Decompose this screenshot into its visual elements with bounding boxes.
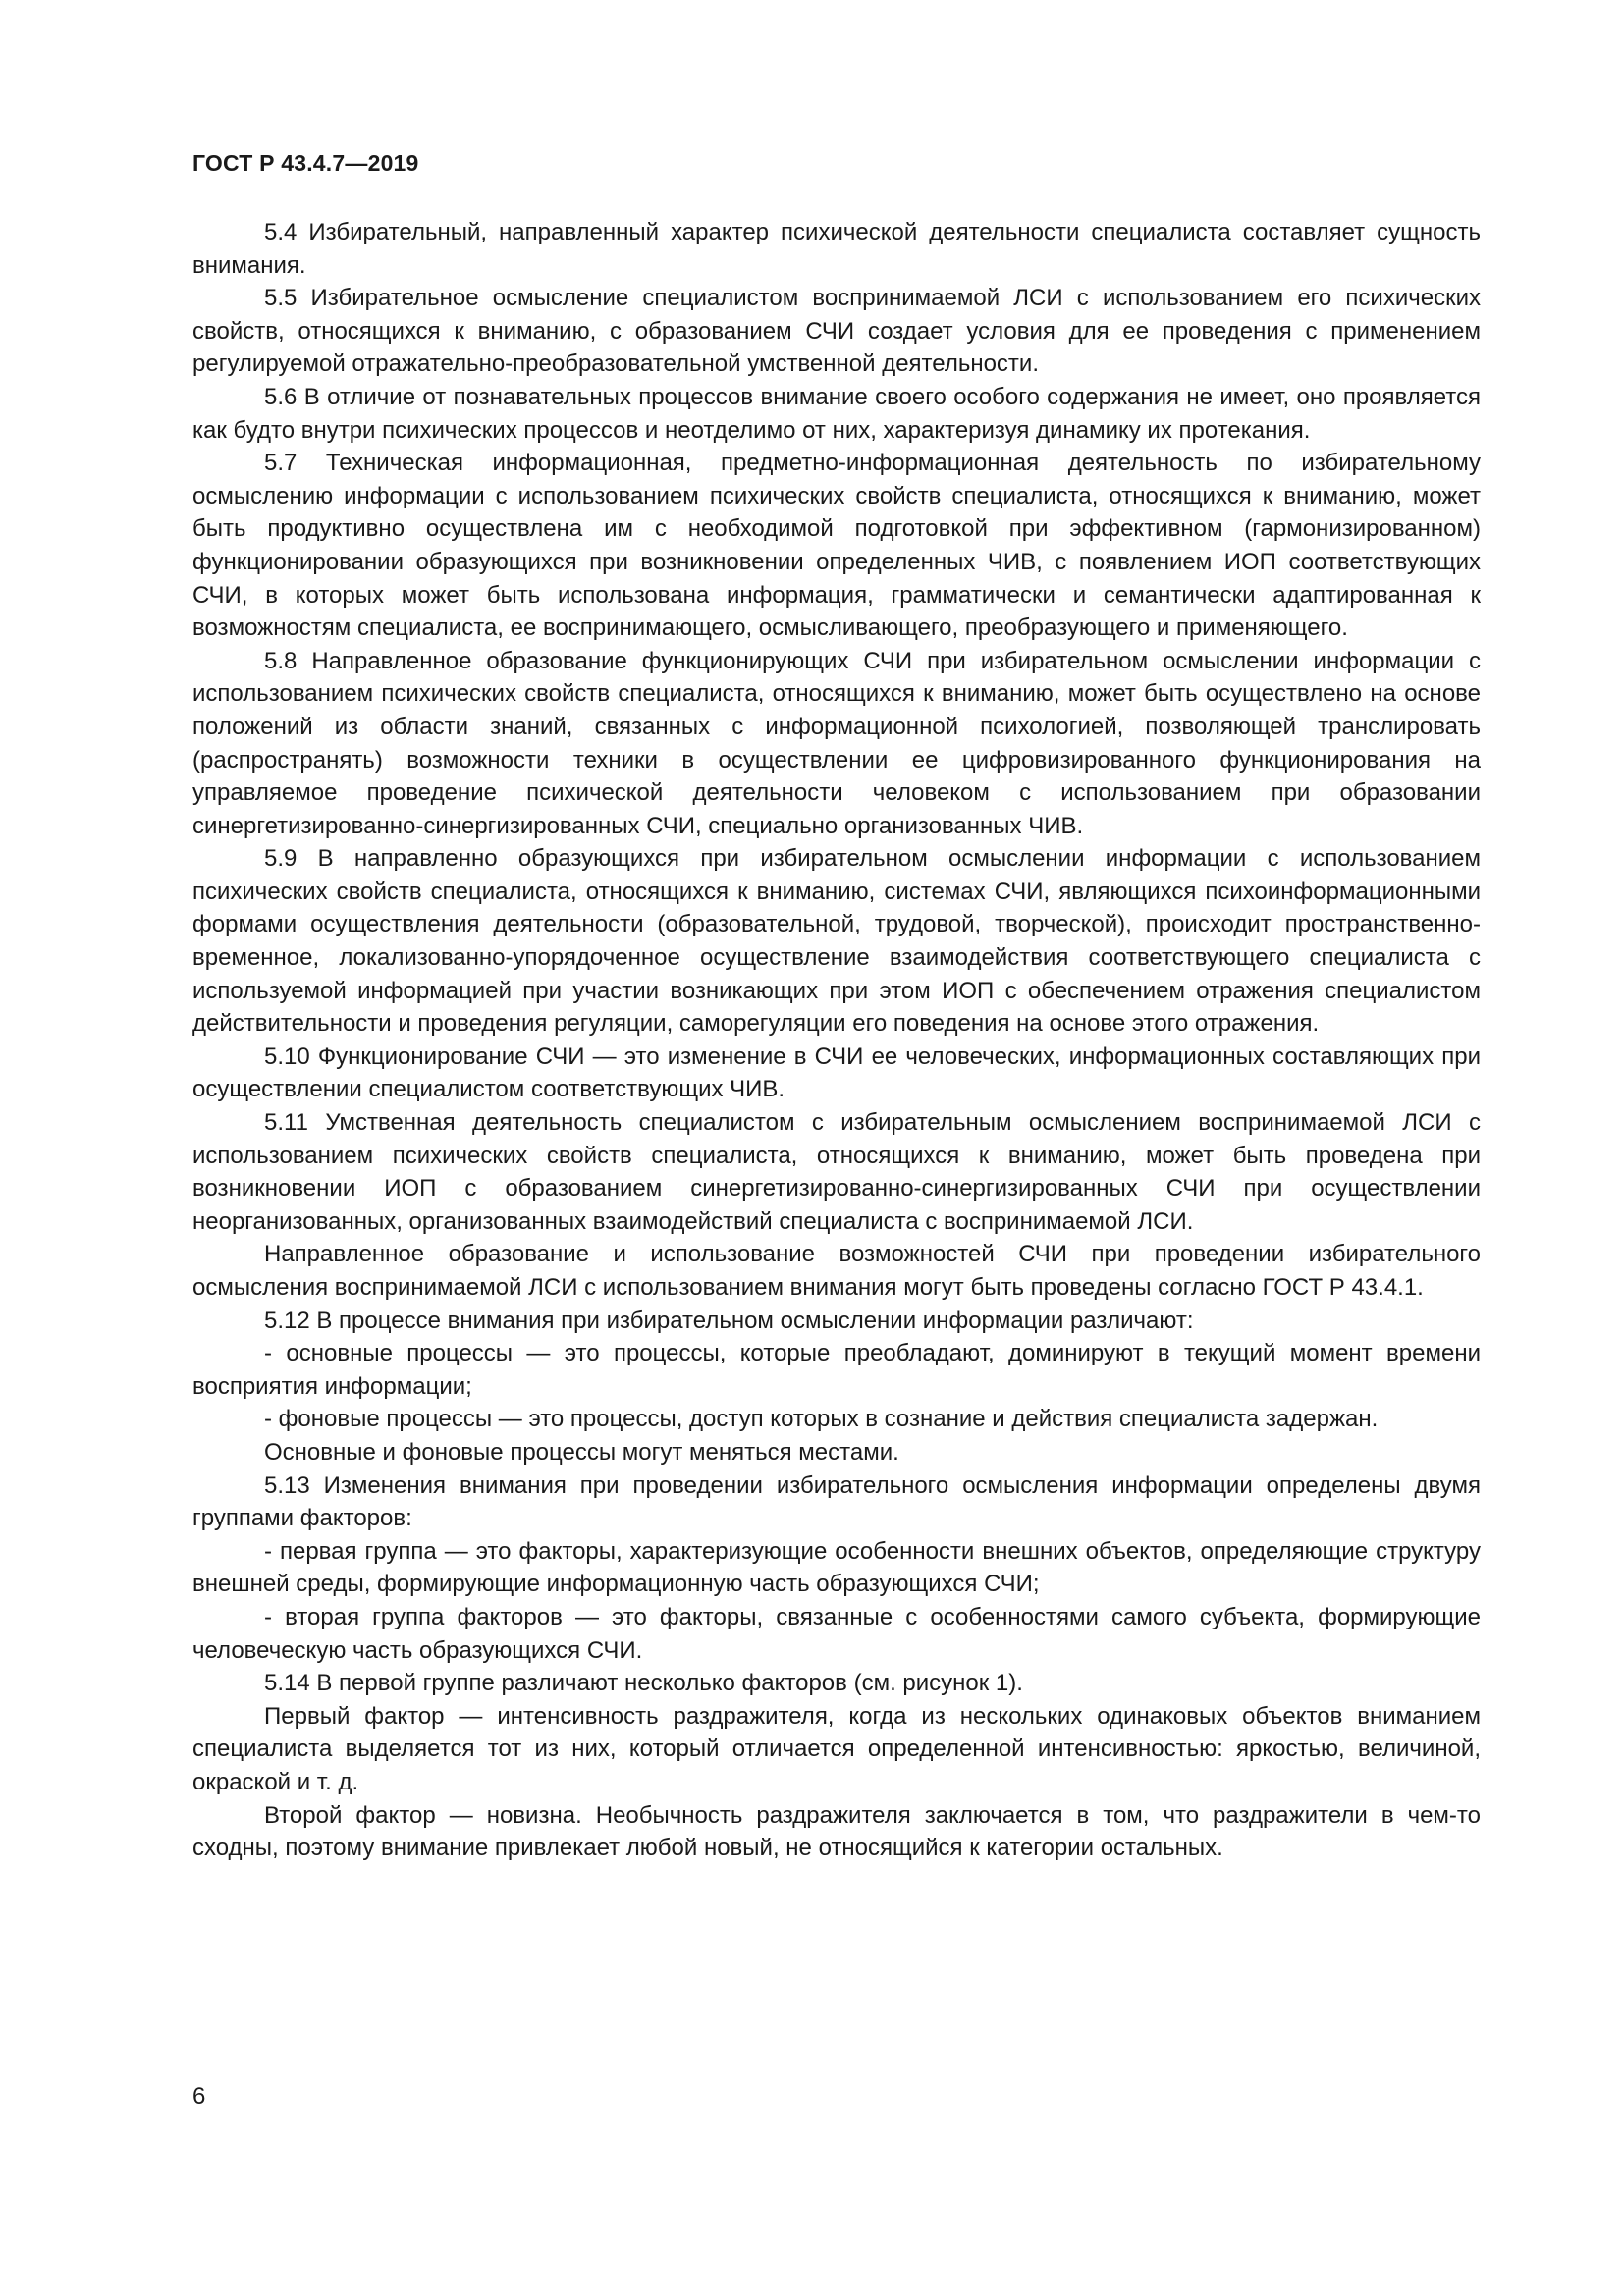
- paragraph-5-6: 5.6 В отличие от познавательных процессов внимание своего особого содержания не имеет, оно проявляется как будто внутри психических процессов и неотделимо от них, характеризуя динамику их протекания.: [192, 383, 1481, 444]
- list-item-second-group: - вторая группа факторов — это факторы, связанные с особенностями самого субъекта, формирующие человеческую часть образующихся СЧИ.: [192, 1603, 1481, 1664]
- paragraph-processes-swap: Основные и фоновые процессы могут меняться местами.: [264, 1438, 899, 1466]
- paragraph-5-5: 5.5 Избирательное осмысление специалистом воспринимаемой ЛСИ с использованием его психических свойств, относящихся к вниманию, с образованием СЧИ создает условия для ее проведения с применением регулируемой отражательно-преобразовательной умственной деятельности.: [192, 285, 1481, 378]
- paragraph-5-4: 5.4 Избирательный, направленный характер психической деятельности специалиста составляет сущность внимания.: [192, 219, 1481, 279]
- paragraph-second-factor: Второй фактор — новизна. Необычность раздражителя заключается в том, что раздражители в чем-то сходны, поэтому внимание привлекает любой новый, не относящийся к категории остальных.: [192, 1801, 1481, 1862]
- paragraph-5-12: 5.12 В процессе внимания при избирательном осмыслении информации различают:: [264, 1307, 1194, 1334]
- paragraph-5-14: 5.14 В первой группе различают несколько факторов (см. рисунок 1).: [264, 1670, 1023, 1697]
- list-item-main-processes: - основные процессы — это процессы, которые преобладают, доминируют в текущий момент времени восприятия информации;: [192, 1340, 1481, 1400]
- paragraph-5-7: 5.7 Техническая информационная, предметно-информационная деятельность по избирательному осмыслению информации с использованием психических свойств специалиста, относящихся к вниманию, может быть продуктивно осуществлена им с необходимой подготовкой при эффективном (гармонизированном) функционировании образующихся при возникновении определенных ЧИВ, с появлением ИОП соответствующих СЧИ, в которых может быть использована информация, грамматически и семантически адаптированная к возможностям специалиста, ее воспринимающего, осмысливающего, преобразующего и применяющего.: [192, 450, 1481, 642]
- paragraph-5-9: 5.9 В направленно образующихся при избирательном осмыслении информации с использованием психических свойств специалиста, относящихся к вниманию, системах СЧИ, являющихся психоинформационными формами осуществления деятельности (образовательной, трудовой, творческой), происходит пространственно-временное, локализованно-упорядоченное осуществление взаимодействия соответствующего специалиста с используемой информацией при участии возникающих при этом ИОП с обеспечением отражения специалистом действительности и проведения регуляции, саморегуляции его поведения на основе этого отражения.: [192, 845, 1481, 1038]
- list-item-first-group: - первая группа — это факторы, характеризующие особенности внешних объектов, определяющие структуру внешней среды, формирующие информационную часть образующихся СЧИ;: [192, 1537, 1481, 1598]
- document-header: ГОСТ Р 43.4.7—2019: [192, 150, 419, 176]
- paragraph-5-11: 5.11 Умственная деятельность специалистом с избирательным осмыслением воспринимаемой ЛСИ с использованием психических свойств специалиста, относящихся к вниманию, может быть проведена при возникновении ИОП с образованием синергетизированно-синергизированных СЧИ при осуществлении неорганизованных, организованных взаимодействий специалиста с воспринимаемой ЛСИ.: [192, 1109, 1481, 1235]
- paragraph-first-factor: Первый фактор — интенсивность раздражителя, когда из нескольких одинаковых объектов вниманием специалиста выделяется тот из них, который отличается определенной интенсивностью: яркостью, величиной, окраской и т. д.: [192, 1702, 1481, 1795]
- paragraph-5-11-note: Направленное образование и использование возможностей СЧИ при проведении избирательного осмысления воспринимаемой ЛСИ с использованием внимания могут быть проведены согласно ГОСТ Р 43.4.1.: [192, 1241, 1481, 1301]
- paragraph-5-13: 5.13 Изменения внимания при проведении избирательного осмысления информации определены двумя группами факторов:: [192, 1471, 1481, 1532]
- list-item-background-processes: - фоновые процессы — это процессы, доступ которых в сознание и действия специалиста задержан.: [264, 1406, 1379, 1433]
- document-page: [192, 147, 1481, 1865]
- document-body: [192, 216, 1481, 1865]
- paragraph-5-8: 5.8 Направленное образование функционирующих СЧИ при избирательном осмыслении информации с использованием психических свойств специалиста, относящихся к вниманию, может быть осуществлено на основе положений из области знаний, связанных с информационной психологией, позволяющей транслировать (распространять) возможности техники в осуществлении ее цифровизированного функционирования на управляемое проведение психической деятельности человеком с использованием при образовании синергетизированно-синергизированных СЧИ, специально организованных ЧИВ.: [192, 647, 1481, 839]
- page-number: 6: [192, 2083, 206, 2109]
- paragraph-5-10: 5.10 Функционирование СЧИ — это изменение в СЧИ ее человеческих, информационных составляющих при осуществлении специалистом соответствующих ЧИВ.: [192, 1042, 1481, 1103]
